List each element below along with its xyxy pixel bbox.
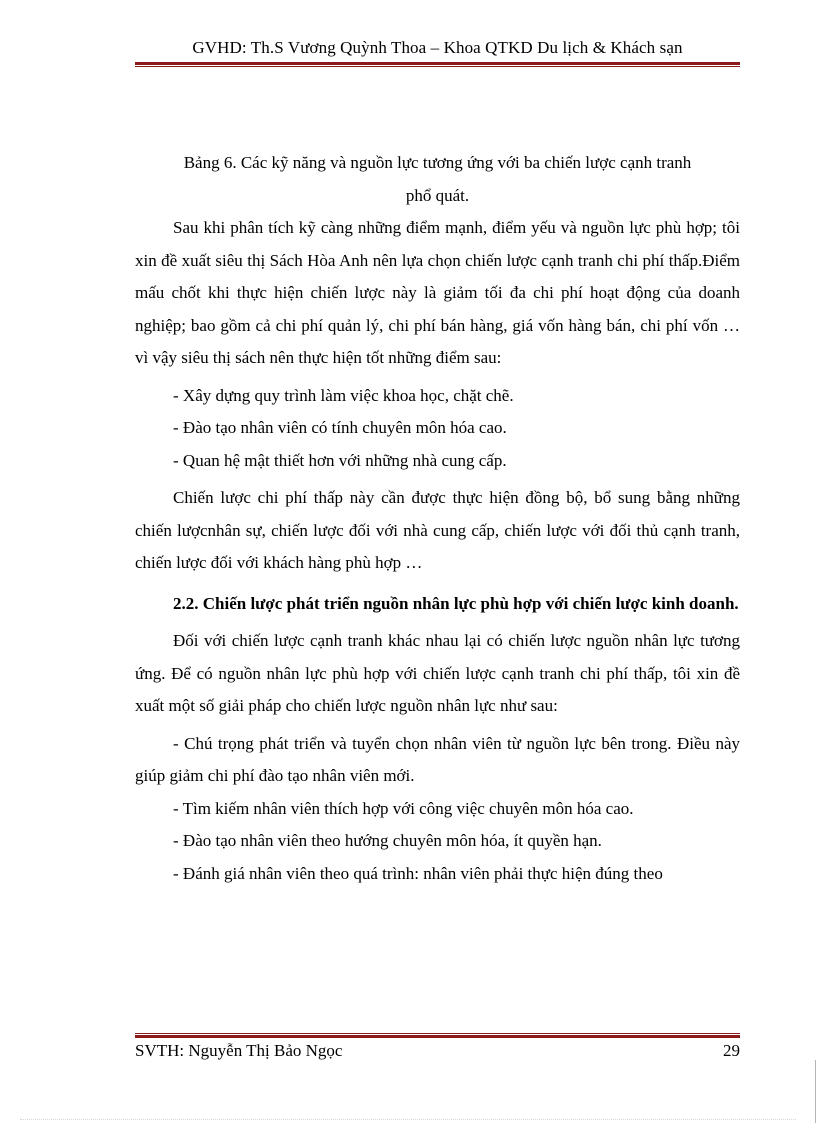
bullet-item: - Xây dựng quy trình làm việc khoa học, chặt chẽ. [173, 385, 514, 405]
paragraph-1: Sau khi phân tích kỹ càng những điểm mạnh, điểm yếu và nguồn lực phù hợp; tôi xin đề xuất siêu thị Sách Hòa Anh nên lựa chọn chiến lược cạnh tranh chi phí thấp.Điểm mấu chốt khi thực hiện chiến lược này là giảm tối đa chi phí hoạt động của doanh nghiệp; bao gồm cả chi phí quản lý, chi phí bán hàng, giá vốn hàng bán, chi phí vốn … vì vậy siêu thị sách nên thực hiện tốt những điểm sau: [135, 218, 740, 367]
footer-author: SVTH: Nguyễn Thị Bảo Ngọc [135, 1041, 343, 1060]
document-body [135, 147, 740, 890]
page-number: 29 [723, 1041, 740, 1060]
section-heading: 2.2. Chiến lược phát triển nguồn nhân lực phù hợp với chiến lược kinh doanh. [173, 593, 739, 613]
bullet-item: - Tìm kiếm nhân viên thích hợp với công việc chuyên môn hóa cao. [173, 798, 634, 818]
bullet-item: - Đào tạo nhân viên theo hướng chuyên môn hóa, ít quyền hạn. [173, 831, 602, 850]
bullet-item: - Đánh giá nhân viên theo quá trình: nhân viên phải thực hiện đúng theo [173, 863, 663, 883]
table-caption-line2: phổ quát. [405, 185, 470, 205]
bullet-item: - Quan hệ mật thiết hơn với những nhà cung cấp. [173, 450, 507, 470]
page-bottom-dots [20, 1119, 796, 1121]
paragraph-3: Đối với chiến lược cạnh tranh khác nhau lại có chiến lược nguồn nhân lực tương ứng. Để có nguồn nhân lực phù hợp với chiến lược cạnh tranh chi phí thấp, tôi xin đề xuất một số giải pháp cho chiến lược nguồn nhân lực như sau: [135, 631, 740, 715]
bullet-item: - Chú trọng phát triển và tuyển chọn nhân viên từ nguồn lực bên trong. Điều này giúp giảm chi phí đào tạo nhân viên mới. [135, 733, 740, 785]
bullet-item: - Đào tạo nhân viên có tính chuyên môn hóa cao. [173, 418, 507, 437]
page-footer [135, 1041, 740, 1061]
header-rule [135, 62, 740, 67]
page-header: GVHD: Th.S Vương Quỳnh Thoa – Khoa QTKD Du lịch & Khách sạn [192, 38, 683, 57]
table-caption-line1: Bảng 6. Các kỹ năng và nguồn lực tương ứng với ba chiến lược cạnh tranh [183, 153, 692, 172]
paragraph-2: Chiến lược chi phí thấp này cần được thực hiện đồng bộ, bổ sung bằng những chiến lượcnhân sự, chiến lược đối với nhà cung cấp, chiến lược với đối thủ cạnh tranh, chiến lược đối với khách hàng phù hợp … [135, 488, 740, 572]
footer-rule [135, 1033, 740, 1038]
